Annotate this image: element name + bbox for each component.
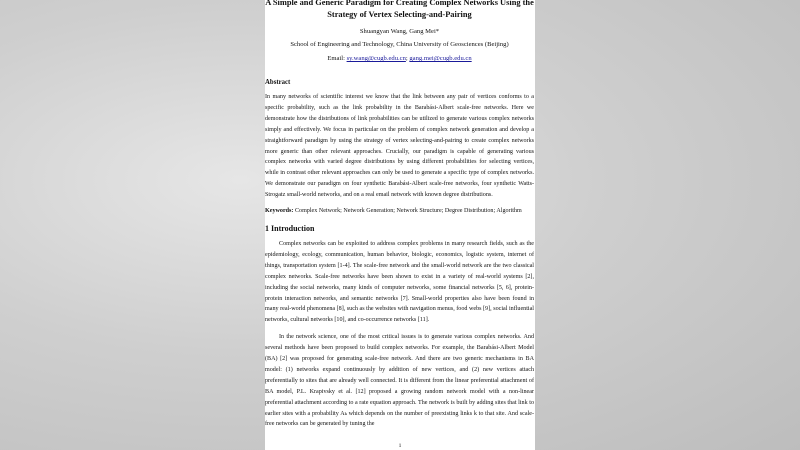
document-page[interactable] [265,0,535,450]
paper-affiliation: School of Engineering and Technology, China University of Geosciences (Beijing) [290,41,509,48]
email-link-1[interactable]: sy.wang@cugb.edu.cn [346,55,406,62]
page-number: 1 [398,443,402,449]
keywords [265,206,534,217]
page-content [265,0,535,430]
email-link-2[interactable]: gang.mei@cugb.edu.cn [409,55,472,62]
abstract-text: In many networks of scientific interest we know that the link between any pair of vertices conforms to a specific probability, such as the link probability in the Barabási-Albert scale-free networks. Here we demonstrate how the distributions of link probabilities can be utilized to generate various complex networks simply and effectively. We focus in particular on the problem of complex network generation and develop a straightforward paradigm by using the strategy of vertex selecting-and-pairing to create complex networks more generic than other relevant approaches. Crucially, our paradigm is capable of generating various complex networks with varied degree distributions by using different probabilities for selecting vertices, while in contrast other relevant approaches can only be used to generate a specific type of complex networks. We demonstrate our paradigm on four synthetic Barabási-Albert scale-free networks, four synthetic Watts-Strogatz small-world networks, and on a real email network with known degree distributions. [265,94,534,199]
section-heading-introduction: 1 Introduction [265,223,315,233]
paper-title: A Simple and Generic Paradigm for Creating Complex Networks Using the Strategy of Vertex Selecting-and-Pairing [265,0,534,19]
email-label: Email: [327,55,347,62]
paper-authors: Shuangyan Wang, Gang Mei* [359,28,440,35]
abstract-heading: Abstract [265,79,291,86]
email-separator: ; [405,55,410,62]
paper-email [265,55,534,62]
intro-paragraph-2: In the network science, one of the most critical issues is to generate various complex networks. And several methods have been proposed to build complex networks. For example, the Barabási-Albert Model (BA) [2] was proposed for generating scale-free network. And there are two generic mechanisms in BA model: (1) networks expand continuously by addition of new vertices, and (2) new vertices attach preferentially to sites that are already well connected. It is different from the linear preferential attachment of BA model, P.L. Krapivsky et al. [12] proposed a growing random network model with a non-linear preferential attachment according to a rate equation approach. The network is built by adding sites that link to earlier sites with a probability Aₖ which depends on the number of preexisting links k to that site. And scale-free networks can be generated by tuning the [265,334,534,428]
keywords-list: Complex Network; Network Generation; Network Structure; Degree Distribution; Algorithm [293,208,522,215]
intro-paragraph-1: Complex networks can be exploited to address complex problems in many research fields, such as the epidemiology, ecology, communication, human behavior, biologic, economics, logistic system, internet of things, transportation system [1-4]. The scale-free network and the small-world network are the two classical complex networks. Scale-free networks have been shown to exist in a variety of real-world systems [2], including the social networks, many kinds of computer networks, some financial networks [5, 6], protein-protein interaction networks, and semantic networks [7]. Small-world properties also have been found in many real-world phenomena [8], such as the websites with navigation menus, food webs [9], social influential networks, cultural networks [10], and co-occurrence networks [11]. [265,240,534,324]
keywords-label: Keywords: [265,208,294,215]
